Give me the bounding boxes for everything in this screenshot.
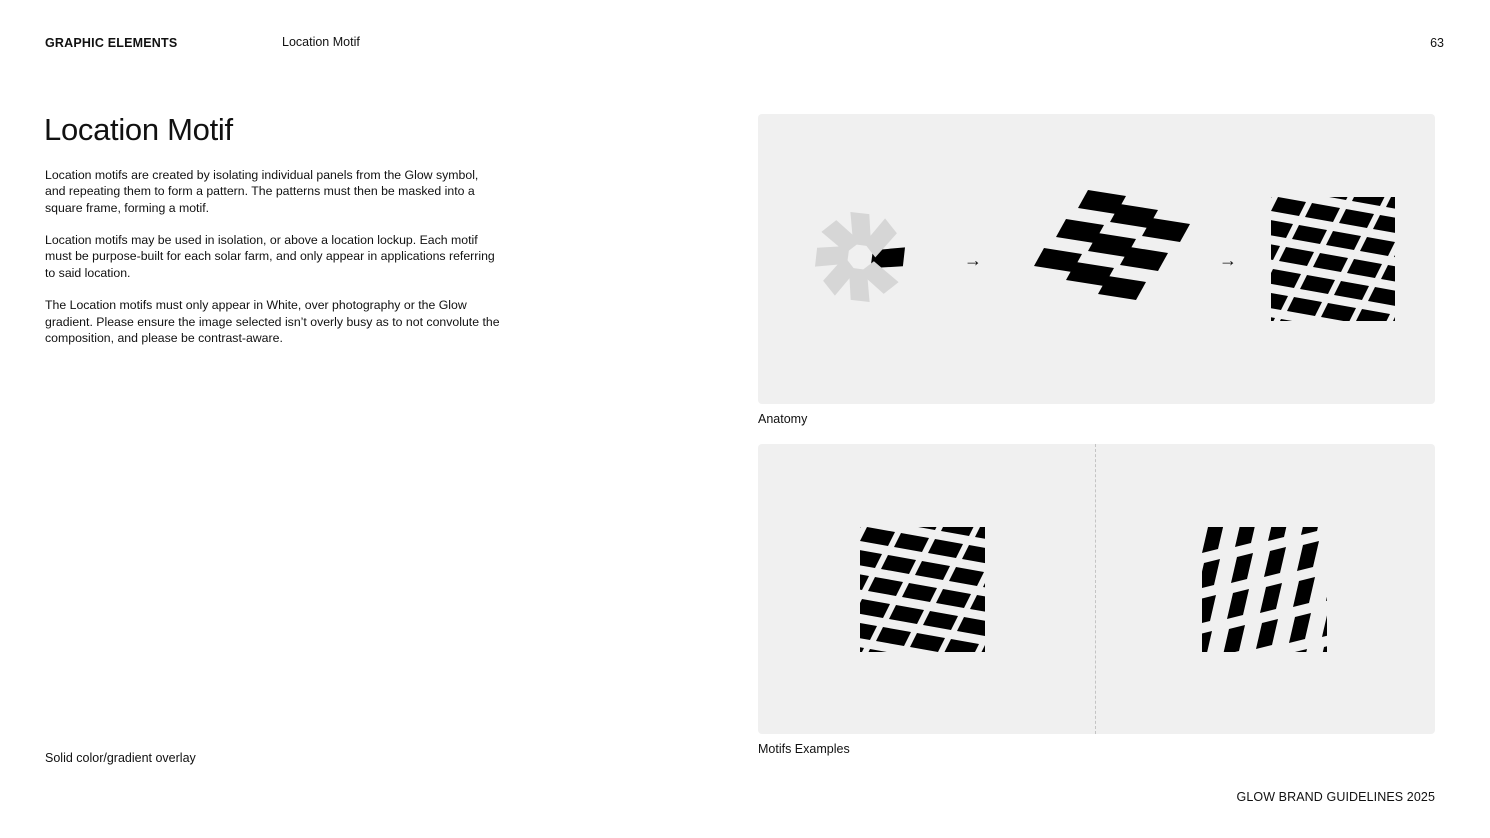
- motif-panel: [970, 595, 985, 614]
- motif-panel: [1368, 287, 1395, 306]
- motif-panel: [1347, 259, 1382, 278]
- motif-panel: [1202, 595, 1216, 625]
- examples-caption: Motifs Examples: [758, 742, 850, 756]
- body-text: [45, 167, 500, 363]
- motif-panel: [1227, 589, 1249, 619]
- motif-panel: [876, 627, 911, 646]
- motif-panel: [1318, 643, 1327, 652]
- page-title: Location Motif: [44, 112, 233, 147]
- motif-panel: [944, 639, 979, 652]
- motif-panel: [1352, 197, 1387, 206]
- motif-panel: [1322, 607, 1327, 637]
- motif-panel: [868, 577, 903, 596]
- motif-panel: [1271, 313, 1275, 321]
- arrow-right-icon: →: [964, 250, 982, 270]
- anatomy-caption: Anatomy: [758, 412, 808, 426]
- motif-panel: [941, 527, 976, 536]
- motif-panel: [1279, 247, 1314, 266]
- motif-panel: [1271, 197, 1306, 216]
- motif-panel: [928, 539, 963, 558]
- section-label: GRAPHIC ELEMENTS: [45, 36, 178, 50]
- motif-panel: [1271, 219, 1293, 238]
- motif-panel: [894, 533, 929, 552]
- motif-panel: [1293, 577, 1315, 607]
- motif-panel: [860, 621, 877, 640]
- motif-panel: [1292, 225, 1327, 244]
- motif-panel: [1386, 197, 1395, 212]
- motif-panel: [1305, 203, 1340, 222]
- motif-panel: [962, 545, 985, 564]
- motif-panel: [1355, 309, 1390, 321]
- motif-panel: [1297, 541, 1319, 571]
- motif-panel: [1202, 559, 1220, 589]
- dashed-divider: [1095, 444, 1096, 734]
- motif-panel: [860, 527, 861, 540]
- motif-panel: [1287, 297, 1322, 316]
- motif-panel: [863, 649, 898, 652]
- motif-panel: [1321, 303, 1356, 321]
- footer-text: GLOW BRAND GUIDELINES 2025: [1236, 790, 1435, 804]
- motif-panel: [1260, 583, 1282, 613]
- motif-panel: [1334, 281, 1369, 300]
- motif-panel: [907, 527, 942, 530]
- motif-panel: [1301, 527, 1323, 535]
- motif-panel: [1268, 527, 1290, 541]
- overlay-caption: Solid color/gradient overlay: [45, 751, 196, 765]
- motif-panel: [949, 567, 984, 586]
- motif-panel: [1271, 291, 1288, 310]
- motif-panel: [881, 555, 916, 574]
- motif-panel: [1264, 547, 1286, 577]
- motif-panel: [1202, 527, 1224, 553]
- motif-panel: [1271, 269, 1301, 288]
- motif-example-2: [1202, 527, 1327, 652]
- motif-panel: [1202, 631, 1212, 652]
- motif-panel: [1394, 243, 1395, 262]
- masked-motif-graphic: [1271, 197, 1395, 321]
- motif-panel: [860, 643, 864, 652]
- motif-panel: [860, 549, 882, 568]
- motif-panel: [1326, 231, 1361, 250]
- motif-panel: [1318, 197, 1353, 200]
- motif-panel: [957, 617, 985, 636]
- motif-panel: [975, 527, 985, 542]
- motif-panel: [860, 527, 895, 546]
- motif-panel: [1313, 253, 1348, 272]
- motif-panel: [1373, 215, 1395, 234]
- motif-panel: [1360, 237, 1395, 256]
- motif-panel: [860, 571, 869, 590]
- motif-panel: [1235, 527, 1257, 547]
- motif-panel: [915, 561, 950, 580]
- motif-panel: [936, 589, 971, 608]
- motif-panel: [1256, 619, 1278, 649]
- motif-panel: [1326, 571, 1327, 601]
- motif-panel: [889, 605, 924, 624]
- motif-panel: [1271, 241, 1280, 260]
- arrow-right-icon: →: [1219, 250, 1237, 270]
- motif-panel: [978, 645, 985, 652]
- motif-panel: [1289, 613, 1311, 643]
- breadcrumb: Location Motif: [282, 35, 360, 49]
- paragraph-3: The Location motifs must only appear in White, over photography or the Glow gradient. Please ensure the image selected isn’t overly busy as to not convolute the composition, and please be contrast-aware.: [45, 298, 500, 345]
- paragraph-2: Location motifs may be used in isolation, or above a location lockup. Each motif must be purpose-built for each solar farm, and only appear in applications referring to said location.: [45, 233, 495, 280]
- motif-panel: [910, 633, 945, 652]
- motif-panel: [1223, 625, 1245, 652]
- motif-example-1: [860, 527, 985, 652]
- motif-panel: [1339, 209, 1374, 228]
- motif-panel: [1381, 265, 1395, 284]
- motif-panel: [1389, 315, 1395, 321]
- motif-panel: [923, 611, 958, 630]
- motif-panel: [1300, 275, 1335, 294]
- motif-panel: [860, 599, 890, 618]
- page-number: 63: [1430, 36, 1444, 50]
- motif-panel: [1285, 649, 1307, 652]
- motif-panel: [1274, 319, 1309, 321]
- glow-symbol-graphic: [790, 185, 940, 335]
- paragraph-1: Location motifs are created by isolating individual panels from the Glow symbol, and repeating them to form a pattern. The patterns must then be masked into a square frame, forming a motif.: [45, 168, 479, 215]
- motif-panel: [1271, 197, 1272, 210]
- motif-panel: [1231, 553, 1253, 583]
- motif-panel: [983, 573, 985, 592]
- motif-panel: [902, 583, 937, 602]
- panel-grid-graphic: [1020, 185, 1190, 320]
